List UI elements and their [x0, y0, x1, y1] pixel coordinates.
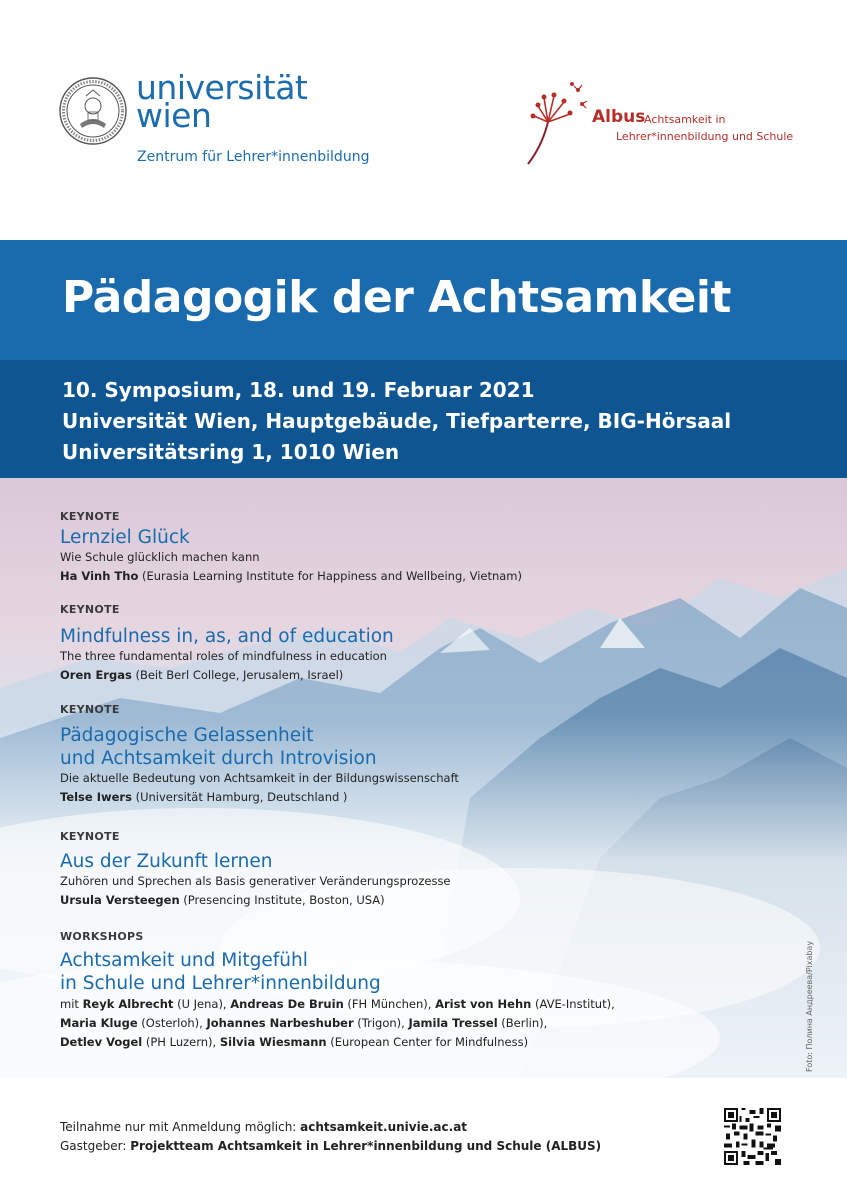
dandelion-logo-icon	[520, 76, 592, 168]
session-speaker	[60, 787, 459, 807]
leader-name: Johannes Narbeshuber	[206, 1016, 354, 1030]
session-subtitle: Die aktuelle Bedeutung von Achtsamkeit in der Bildungswissenschaft	[60, 771, 459, 785]
speaker-affiliation: (Beit Berl College, Jerusalem, Israel)	[131, 668, 344, 682]
session-keynote-3	[60, 703, 459, 807]
session-title	[60, 850, 451, 873]
leader-name: Silvia Wiesmann	[219, 1035, 327, 1049]
host-name: Projektteam Achtsamkeit in Lehrer*innenbildung und Schule (ALBUS)	[130, 1139, 602, 1153]
session-speaker	[60, 890, 451, 910]
leader-name: Detlev Vogel	[60, 1035, 143, 1049]
workshop-leaders-line1: mit Reyk Albrecht (U Jena), Andreas De Bruin (FH München), Arist von Hehn (AVE-Institut),	[60, 997, 615, 1011]
workshop-leaders-line3: Detlev Vogel (PH Luzern), Silvia Wiesmann (European Center for Mindfulness)	[60, 1035, 529, 1049]
session-title-line: in Schule und Lehrer*innenbildung	[60, 973, 381, 994]
session-tag: KEYNOTE	[60, 510, 120, 523]
session-title-line: Lernziel Glück	[60, 527, 190, 548]
session-speaker	[60, 665, 394, 685]
session-title-line: Pädagogische Gelassenheit	[60, 725, 314, 746]
speaker-name: Ursula Versteegen	[60, 893, 180, 907]
registration-link[interactable]: achtsamkeit.univie.ac.at	[300, 1120, 468, 1134]
leader-name: Arist von Hehn	[435, 997, 532, 1011]
albus-tagline-line2: Lehrer*innenbildung und Schule	[616, 130, 794, 143]
session-title-line: und Achtsamkeit durch Introvision	[60, 748, 377, 769]
event-date: 10. Symposium, 18. und 19. Februar 2021	[62, 378, 535, 402]
page-title: Pädagogik der Achtsamkeit	[62, 272, 731, 323]
session-tag: KEYNOTE	[60, 603, 120, 616]
session-tag: WORKSHOPS	[60, 930, 144, 943]
session-title	[60, 625, 394, 648]
session-subtitle: Zuhören und Sprechen als Basis generativer Veränderungsprozesse	[60, 874, 451, 888]
event-address: Universitätsring 1, 1010 Wien	[62, 440, 400, 464]
university-wordmark	[136, 68, 308, 135]
leader-name: Maria Kluge	[60, 1016, 138, 1030]
session-tag: KEYNOTE	[60, 703, 120, 716]
university-wordmark-line1: universität	[136, 68, 308, 107]
albus-tagline-line1: Achtsamkeit in	[644, 113, 726, 126]
session-tag: KEYNOTE	[60, 830, 120, 843]
speaker-affiliation: (Eurasia Learning Institute for Happiness and Wellbeing, Vietnam)	[138, 569, 522, 583]
session-keynote-1	[60, 510, 522, 586]
event-venue: Universität Wien, Hauptgebäude, Tiefparterre, BIG-Hörsaal	[62, 409, 732, 433]
session-title-line: Aus der Zukunft lernen	[60, 851, 273, 872]
session-keynote-4	[60, 830, 451, 910]
albus-name: Albus	[592, 107, 646, 127]
speaker-affiliation: (Universität Hamburg, Deutschland )	[131, 790, 348, 804]
session-title-line: Achtsamkeit und Mitgefühl	[60, 950, 308, 971]
qr-code-icon[interactable]	[724, 1108, 781, 1165]
session-workshops	[60, 930, 615, 1052]
session-title	[60, 526, 522, 549]
photo-credit: Foto: Полина Андреева/Pixabay	[805, 940, 814, 1072]
session-title-line: Mindfulness in, as, and of education	[60, 626, 394, 647]
speaker-affiliation: (Presencing Institute, Boston, USA)	[179, 893, 385, 907]
session-title	[60, 949, 615, 995]
session-subtitle: Wie Schule glücklich machen kann	[60, 550, 260, 564]
session-subtitle: The three fundamental roles of mindfulness in education	[60, 649, 387, 663]
workshop-leaders-line2: Maria Kluge (Osterloh), Johannes Narbeshuber (Trigon), Jamila Tressel (Berlin),	[60, 1016, 548, 1030]
leader-name: Reyk Albrecht	[82, 997, 174, 1011]
host-note: Gastgeber: Projektteam Achtsamkeit in Lehrer*innenbildung und Schule (ALBUS)	[60, 1139, 602, 1153]
speaker-name: Ha Vinh Tho	[60, 569, 139, 583]
session-speaker	[60, 566, 522, 586]
registration-note: Teilnahme nur mit Anmeldung möglich: achtsamkeit.univie.ac.at	[60, 1120, 468, 1134]
leader-name: Andreas De Bruin	[230, 997, 344, 1011]
session-title	[60, 724, 459, 770]
university-wordmark-line2: wien	[136, 96, 212, 135]
speaker-name: Oren Ergas	[60, 668, 132, 682]
university-subtitle: Zentrum für Lehrer*innenbildung	[137, 149, 370, 165]
university-seal-icon	[58, 76, 128, 146]
speaker-name: Telse Iwers	[60, 790, 132, 804]
session-keynote-2	[60, 603, 394, 685]
leader-name: Jamila Tressel	[408, 1016, 498, 1030]
